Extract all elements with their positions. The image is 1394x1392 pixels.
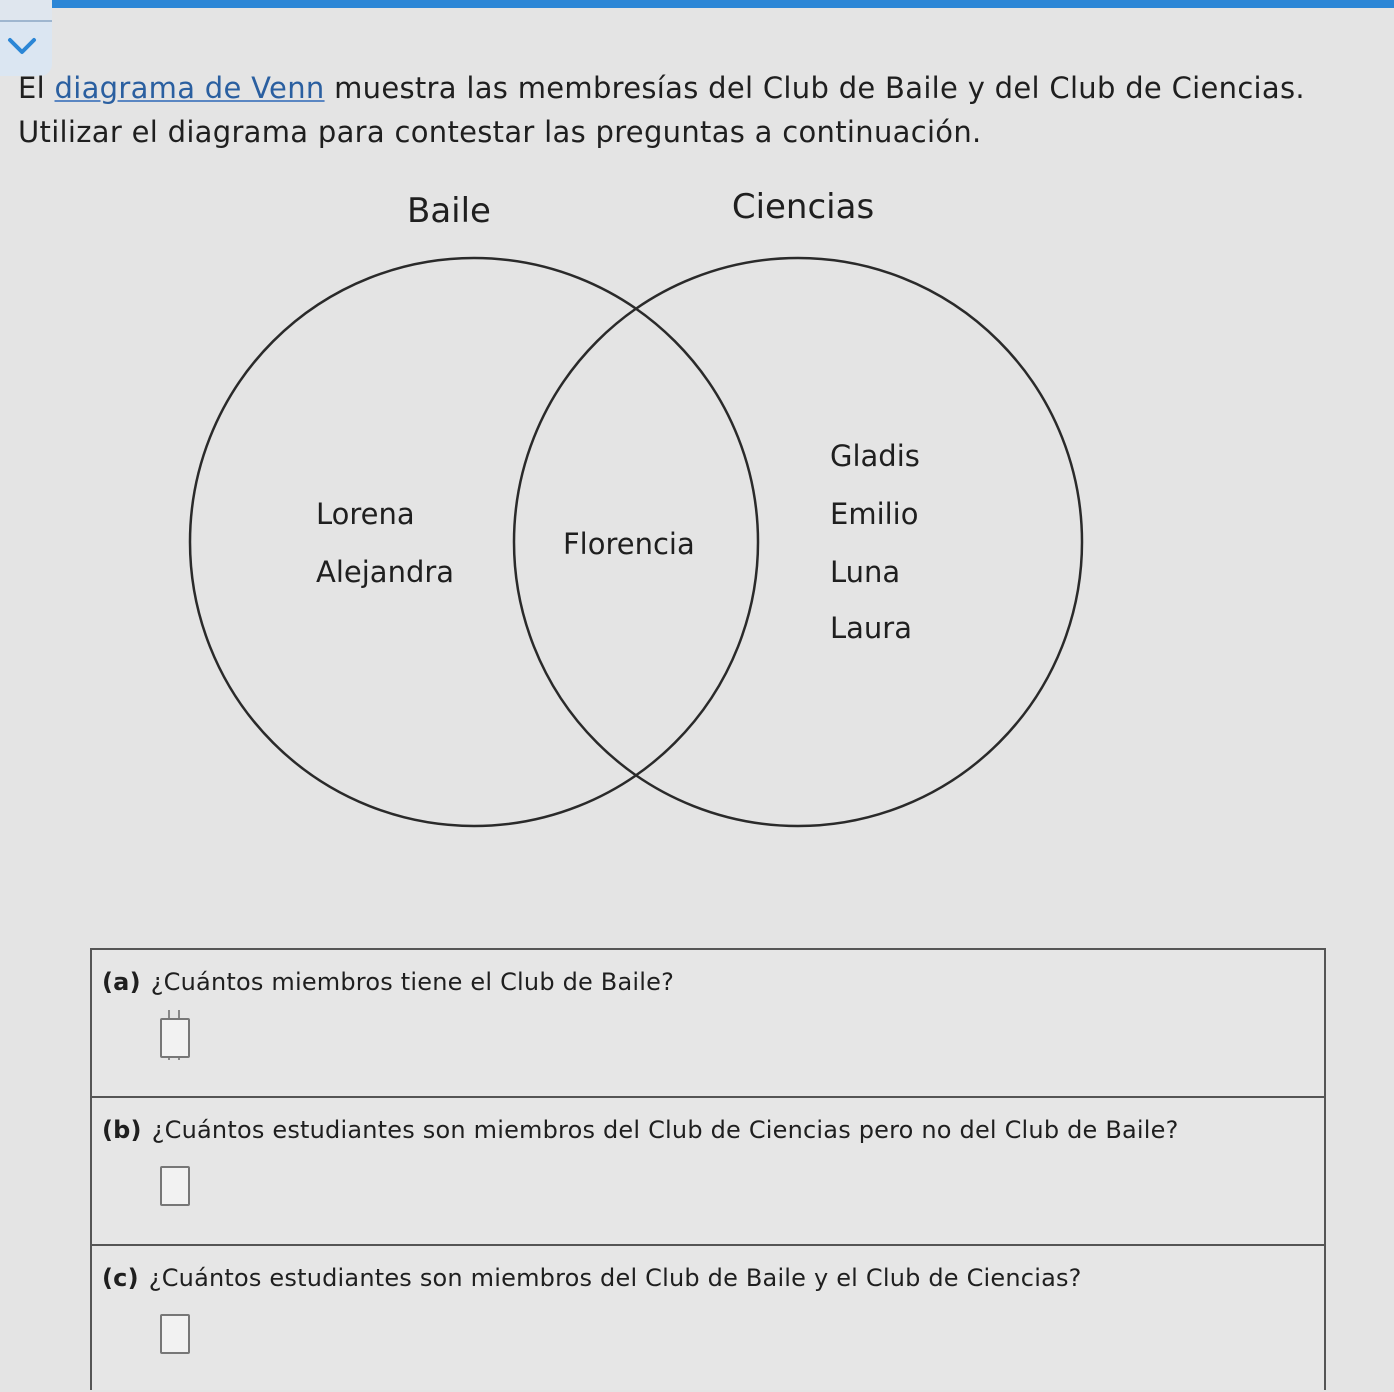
question-letter: (a)	[102, 968, 141, 996]
question-a	[92, 950, 1324, 1098]
question-text: ¿Cuántos estudiantes son miembros del Club de Ciencias pero no del Club de Baile?	[151, 1116, 1179, 1144]
intro-suffix: muestra las membresías del Club de Baile y del Club de Ciencias.	[334, 71, 1305, 105]
question-letter: (c)	[102, 1264, 139, 1292]
questions-panel	[90, 948, 1326, 1390]
chevron-down-icon	[4, 34, 44, 58]
problem-intro	[18, 66, 1378, 154]
question-letter: (b)	[102, 1116, 142, 1144]
member-florencia: Florencia	[563, 527, 695, 561]
member-lorena: Lorena	[316, 497, 415, 531]
venn-diagram	[0, 160, 1150, 840]
question-c	[92, 1246, 1324, 1392]
question-text: ¿Cuántos estudiantes son miembros del Club de Baile y el Club de Ciencias?	[148, 1264, 1082, 1292]
member-luna: Luna	[830, 555, 901, 589]
member-laura: Laura	[830, 611, 913, 645]
answer-input-c[interactable]	[160, 1314, 190, 1354]
baile-label: Baile	[407, 191, 491, 231]
intro-prefix: El	[18, 71, 45, 105]
venn-diagram-link[interactable]: diagrama de Venn	[54, 71, 325, 105]
intro-line-2: Utilizar el diagrama para contestar las preguntas a continuación.	[18, 115, 982, 149]
member-alejandra: Alejandra	[316, 555, 455, 589]
answer-input-b[interactable]	[160, 1166, 190, 1206]
ciencias-label: Ciencias	[731, 187, 875, 227]
member-gladis: Gladis	[830, 439, 920, 473]
intro-line-1	[18, 66, 1378, 110]
question-text: ¿Cuántos miembros tiene el Club de Baile?	[150, 968, 675, 996]
question-b	[92, 1098, 1324, 1246]
top-accent-bar	[0, 0, 1394, 8]
member-emilio: Emilio	[830, 497, 919, 531]
top-bar-left-segment	[0, 0, 52, 22]
answer-input-a[interactable]	[160, 1018, 190, 1058]
